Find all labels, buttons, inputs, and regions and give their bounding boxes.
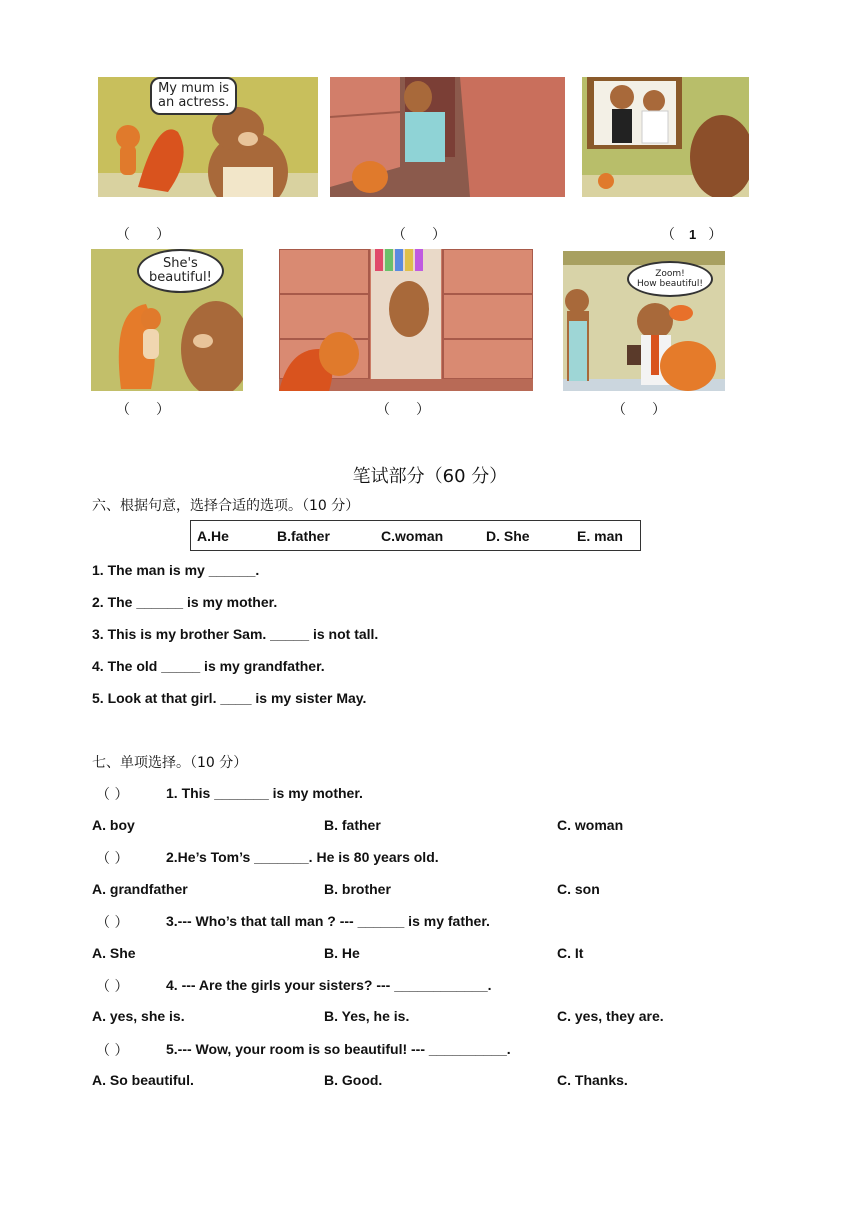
- choice-a: A. grandfather: [92, 881, 188, 897]
- option-a: A.He: [197, 528, 229, 544]
- part6-question-5: 5. Look at that girl. ____ is my sister May.: [92, 690, 367, 706]
- choice-b: B. brother: [324, 881, 391, 897]
- part7-question-3: 3.--- Who’s that tall man ? --- ______ is my father.: [166, 913, 490, 929]
- answer-paren-2[interactable]: （ ）: [392, 227, 446, 243]
- picture-2: [330, 77, 565, 197]
- picture-6: [563, 251, 725, 391]
- answer-paren[interactable]: （ ）: [96, 787, 129, 803]
- part7-question-1: 1. This _______ is my mother.: [166, 785, 363, 801]
- wedding-photo-illustration: [582, 77, 749, 197]
- part6-question-4: 4. The old _____ is my grandfather.: [92, 658, 325, 674]
- answer-paren[interactable]: （ ）: [96, 915, 129, 931]
- answer-paren-1[interactable]: （ ）: [116, 227, 170, 243]
- part6-question-2: 2. The ______ is my mother.: [92, 594, 278, 610]
- choice-a: A. So beautiful.: [92, 1072, 194, 1088]
- choice-a: A. yes, she is.: [92, 1008, 185, 1024]
- part7-question-5: 5.--- Wow, your room is so beautiful! --- __________.: [166, 1041, 511, 1057]
- choice-c: C. It: [557, 945, 584, 961]
- answer-paren[interactable]: （ ）: [96, 851, 129, 867]
- picture-5: [279, 249, 533, 391]
- speech-bubble: Zoom! How beautiful!: [627, 261, 713, 297]
- choice-b: B. Yes, he is.: [324, 1008, 410, 1024]
- section-title: 笔试部分（60 分）: [352, 466, 508, 487]
- part7-question-4: 4. --- Are the girls your sisters? --- ____________.: [166, 977, 492, 993]
- wardrobe-bear-illustration: [279, 249, 533, 391]
- part6-heading: 六、根据句意，选择合适的选项。（10 分）: [92, 498, 360, 514]
- choice-c: C. son: [557, 881, 600, 897]
- part7-question-2: 2.He’s Tom’s _______. He is 80 years old.: [166, 849, 439, 865]
- choice-c: C. yes, they are.: [557, 1008, 664, 1024]
- choice-b: B. Good.: [324, 1072, 383, 1088]
- part6-question-1: 1. The man is my ______.: [92, 562, 260, 578]
- picture-3: [582, 77, 749, 197]
- option-box: [190, 520, 641, 551]
- choice-b: B. He: [324, 945, 360, 961]
- choice-a: A. She: [92, 945, 136, 961]
- answer-paren-6[interactable]: （ ）: [612, 402, 666, 418]
- answer-paren[interactable]: （ ）: [96, 979, 129, 995]
- option-e: E. man: [577, 528, 623, 544]
- choice-c: C. woman: [557, 817, 624, 833]
- choice-c: C. Thanks.: [557, 1072, 628, 1088]
- answer-value: 1: [689, 227, 697, 242]
- part6-question-3: 3. This is my brother Sam. _____ is not tall.: [92, 626, 379, 642]
- wardrobe-illustration: [330, 77, 565, 197]
- option-d: D. She: [486, 528, 530, 544]
- part7-heading: 七、单项选择。（10 分）: [92, 755, 248, 771]
- picture-1: [98, 77, 318, 197]
- speech-bubble: She's beautiful!: [137, 249, 224, 293]
- speech-bubble: My mum is an actress.: [150, 77, 237, 115]
- answer-paren-5[interactable]: （ ）: [376, 402, 430, 418]
- choice-b: B. father: [324, 817, 381, 833]
- answer-paren-3[interactable]: （ 1 ）: [661, 227, 723, 243]
- option-b: B.father: [277, 528, 330, 544]
- choice-a: A. boy: [92, 817, 135, 833]
- picture-4: [91, 249, 243, 391]
- answer-paren[interactable]: （ ）: [96, 1043, 129, 1059]
- answer-paren-4[interactable]: （ ）: [116, 402, 170, 418]
- option-c: C.woman: [381, 528, 444, 544]
